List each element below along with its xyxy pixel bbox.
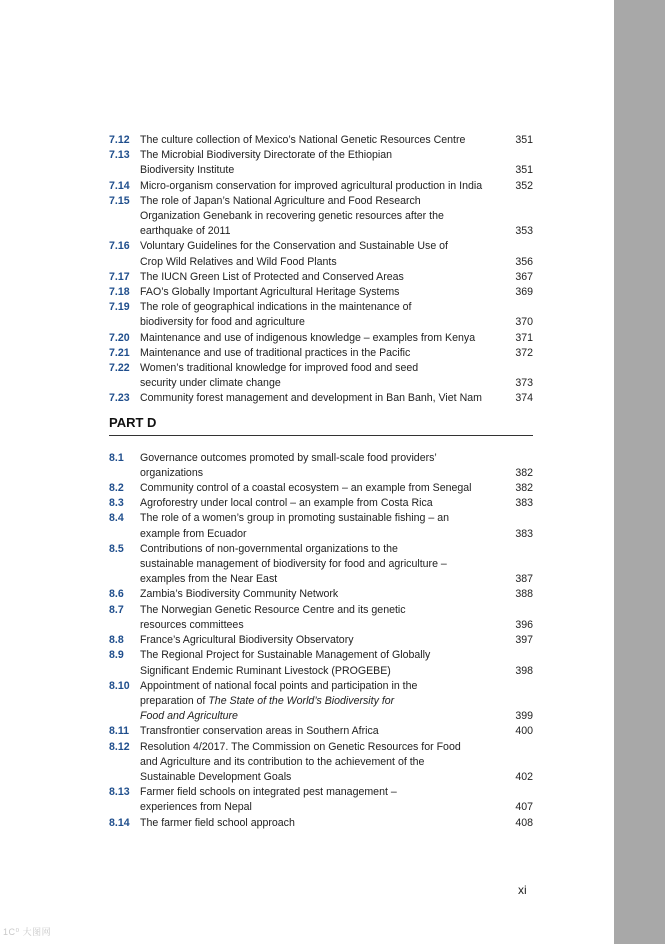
entry-title-line: The Regional Project for Sustainable Management of Globally xyxy=(140,649,431,662)
entry-title-line: Significant Endemic Ruminant Livestock (PROGEBE) xyxy=(140,664,391,677)
entry-number: 7.20 xyxy=(109,331,130,344)
side-margin-bar xyxy=(614,0,665,944)
toc-entry[interactable] xyxy=(109,270,533,285)
entry-number: 8.3 xyxy=(109,497,124,510)
entry-title-line: Agroforestry under local control – an example from Costa Rica xyxy=(140,497,433,510)
entry-title xyxy=(140,361,515,391)
entry-title-line: The role of a women’s group in promoting sustainable fishing – an xyxy=(140,512,449,525)
entry-title-line: Crop Wild Relatives and Wild Food Plants xyxy=(140,255,337,268)
page-number: xi xyxy=(518,883,527,897)
entry-title xyxy=(140,603,515,633)
entry-page-number: 374 xyxy=(515,392,533,405)
entry-title xyxy=(140,496,515,511)
toc-entry[interactable] xyxy=(109,194,533,240)
entry-title-line: Biodiversity Institute xyxy=(140,164,235,177)
entry-title xyxy=(140,239,515,269)
watermark: 1C⁰ 大图网 xyxy=(3,927,52,937)
entry-title-line: Community forest management and development in Ban Banh, Viet Nam xyxy=(140,392,482,405)
entry-title-line: Zambia’s Biodiversity Community Network xyxy=(140,588,339,601)
entry-title-line: Food and Agriculture xyxy=(140,710,238,723)
toc-entry[interactable] xyxy=(109,603,533,633)
entry-title xyxy=(140,816,515,831)
entry-page-number: 382 xyxy=(515,482,533,495)
toc-entry[interactable] xyxy=(109,633,533,648)
entry-title xyxy=(140,542,515,588)
entry-number: 8.2 xyxy=(109,482,124,495)
toc-entry[interactable] xyxy=(109,816,533,831)
entry-title xyxy=(140,648,515,678)
entry-title-line: Micro-organism conservation for improved agricultural production in India xyxy=(140,179,483,192)
entry-title-line: France’s Agricultural Biodiversity Observatory xyxy=(140,634,354,647)
toc-list-part-d xyxy=(109,451,533,831)
entry-title xyxy=(140,300,515,330)
entry-number: 7.14 xyxy=(109,179,130,192)
entry-page-number: 388 xyxy=(515,588,533,601)
entry-title-line: The role of Japan’s National Agriculture and Food Research xyxy=(140,194,421,207)
toc-entry[interactable] xyxy=(109,648,533,678)
entry-number: 7.17 xyxy=(109,270,130,283)
entry-number: 7.13 xyxy=(109,149,130,162)
entry-number: 8.14 xyxy=(109,816,130,829)
toc-entry[interactable] xyxy=(109,740,533,786)
entry-title xyxy=(140,481,515,496)
entry-number: 8.11 xyxy=(109,725,130,738)
toc-entry[interactable] xyxy=(109,331,533,346)
entry-title-line: Contributions of non-governmental organizations to the xyxy=(140,542,398,555)
entry-page-number: 398 xyxy=(515,664,533,677)
entry-number: 8.1 xyxy=(109,451,124,464)
entry-number: 8.12 xyxy=(109,740,130,753)
entry-title-line: organizations xyxy=(140,466,204,479)
entry-number: 8.7 xyxy=(109,603,124,616)
entry-number: 8.8 xyxy=(109,634,124,647)
entry-title-line: Community control of a coastal ecosystem – an example from Senegal xyxy=(140,482,472,495)
entry-page-number: 396 xyxy=(515,618,533,631)
entry-page-number: 367 xyxy=(515,270,533,283)
entry-number: 7.18 xyxy=(109,286,130,299)
entry-title-line: biodiversity for food and agriculture xyxy=(140,316,305,329)
entry-page-number: 370 xyxy=(515,316,533,329)
entry-page-number: 371 xyxy=(515,331,533,344)
entry-title-line: Maintenance and use of indigenous knowledge – examples from Kenya xyxy=(140,331,476,344)
entry-title xyxy=(140,679,515,725)
entry-number: 8.9 xyxy=(109,649,124,662)
toc-entry[interactable] xyxy=(109,285,533,300)
entry-title-line: earthquake of 2011 xyxy=(140,225,231,238)
entry-title-line: Sustainable Development Goals xyxy=(140,770,292,783)
entry-title-line: Transfrontier conservation areas in Southern Africa xyxy=(140,725,379,738)
entry-title xyxy=(140,346,515,361)
entry-title-line: sustainable management of biodiversity for food and agriculture – xyxy=(140,558,447,571)
entry-number: 7.23 xyxy=(109,392,130,405)
entry-title xyxy=(140,633,515,648)
toc-entry[interactable] xyxy=(109,496,533,511)
entry-title xyxy=(140,587,515,602)
entry-number: 7.16 xyxy=(109,240,130,253)
entry-title xyxy=(140,133,515,148)
table-of-contents xyxy=(109,133,533,831)
toc-entry[interactable] xyxy=(109,179,533,194)
entry-page-number: 372 xyxy=(515,346,533,359)
entry-title xyxy=(140,148,515,178)
entry-number: 7.22 xyxy=(109,362,130,375)
toc-entry[interactable] xyxy=(109,587,533,602)
entry-title-line: and Agriculture and its contribution to the achievement of the xyxy=(140,755,425,768)
entry-title-line: Voluntary Guidelines for the Conservation and Sustainable Use of xyxy=(140,240,448,253)
entry-page-number: 408 xyxy=(515,816,533,829)
entry-number: 8.4 xyxy=(109,512,124,525)
entry-title-line: The culture collection of Mexico’s National Genetic Resources Centre xyxy=(140,134,466,146)
entry-title xyxy=(140,785,515,815)
toc-entry[interactable] xyxy=(109,133,533,148)
entry-page-number: 352 xyxy=(515,179,533,192)
entry-page-number: 382 xyxy=(515,466,533,479)
toc-entry[interactable] xyxy=(109,451,533,481)
toc-list-part-c xyxy=(109,133,533,407)
entry-page-number: 400 xyxy=(515,725,533,738)
toc-entry[interactable] xyxy=(109,542,533,588)
entry-number: 8.6 xyxy=(109,588,124,601)
entry-title-line: The role of geographical indications in the maintenance of xyxy=(140,301,412,314)
entry-number: 7.15 xyxy=(109,194,130,207)
entry-title-line: examples from the Near East xyxy=(140,573,278,586)
entry-page-number: 373 xyxy=(515,377,533,390)
entry-title-line: Organization Genebank in recovering genetic resources after the xyxy=(140,210,444,223)
entry-title xyxy=(140,391,515,406)
toc-entry[interactable] xyxy=(109,785,533,815)
entry-title xyxy=(140,331,515,346)
entry-page-number: 351 xyxy=(515,164,533,177)
entry-title-line: experiences from Nepal xyxy=(140,801,252,814)
toc-entry[interactable] xyxy=(109,679,533,725)
toc-entry[interactable] xyxy=(109,391,533,406)
entry-title xyxy=(140,451,515,481)
entry-page-number: 383 xyxy=(515,527,533,540)
entry-page-number: 351 xyxy=(515,134,533,146)
entry-title xyxy=(140,511,515,541)
entry-title xyxy=(140,194,515,240)
entry-title-line: Governance outcomes promoted by small-scale food providers’ xyxy=(140,451,437,464)
entry-title-line: example from Ecuador xyxy=(140,527,247,540)
entry-title-line: The IUCN Green List of Protected and Conserved Areas xyxy=(140,270,404,283)
toc-entry[interactable] xyxy=(109,724,533,739)
entry-title-line: Appointment of national focal points and participation in the xyxy=(140,679,418,692)
entry-title-line: The farmer field school approach xyxy=(140,816,295,829)
toc-entry[interactable] xyxy=(109,511,533,541)
entry-title-line: The Norwegian Genetic Resource Centre and its genetic xyxy=(140,603,406,616)
entry-page-number: 356 xyxy=(515,255,533,268)
entry-number: 8.13 xyxy=(109,786,130,799)
entry-title-line: Women’s traditional knowledge for improved food and seed xyxy=(140,362,419,375)
toc-entry[interactable] xyxy=(109,361,533,391)
entry-title xyxy=(140,740,515,786)
entry-page-number: 383 xyxy=(515,497,533,510)
toc-entry[interactable] xyxy=(109,300,533,330)
entry-page-number: 399 xyxy=(515,710,533,723)
entry-page-number: 402 xyxy=(515,770,533,783)
entry-title xyxy=(140,270,515,285)
entry-title xyxy=(140,179,515,194)
entry-title-line: Maintenance and use of traditional practices in the Pacific xyxy=(140,346,411,359)
entry-number: 7.21 xyxy=(109,346,130,359)
entry-number: 7.12 xyxy=(109,134,130,146)
entry-page-number: 369 xyxy=(515,286,533,299)
entry-title-line: Farmer field schools on integrated pest management – xyxy=(140,786,397,799)
entry-page-number: 387 xyxy=(515,573,533,586)
entry-number: 8.10 xyxy=(109,679,130,692)
toc-entry[interactable] xyxy=(109,239,533,269)
entry-page-number: 353 xyxy=(515,225,533,238)
entry-number: 8.5 xyxy=(109,542,124,555)
entry-title-line: The Microbial Biodiversity Directorate of the Ethiopian xyxy=(140,149,393,162)
entry-title-line: preparation of The State of the World’s Biodiversity for xyxy=(140,694,395,707)
toc-entry[interactable] xyxy=(109,481,533,496)
entry-title-line: security under climate change xyxy=(140,377,281,390)
toc-entry[interactable] xyxy=(109,346,533,361)
entry-page-number: 397 xyxy=(515,634,533,647)
entry-title-line: resources committees xyxy=(140,618,244,631)
entry-title-line: Resolution 4/2017. The Commission on Genetic Resources for Food xyxy=(140,740,461,753)
part-d-heading: PART D xyxy=(109,414,533,436)
entry-page-number: 407 xyxy=(515,801,533,814)
toc-entry[interactable] xyxy=(109,148,533,178)
entry-title-line: FAO’s Globally Important Agricultural Heritage Systems xyxy=(140,286,400,299)
entry-number: 7.19 xyxy=(109,301,130,314)
entry-title xyxy=(140,724,515,739)
entry-title xyxy=(140,285,515,300)
